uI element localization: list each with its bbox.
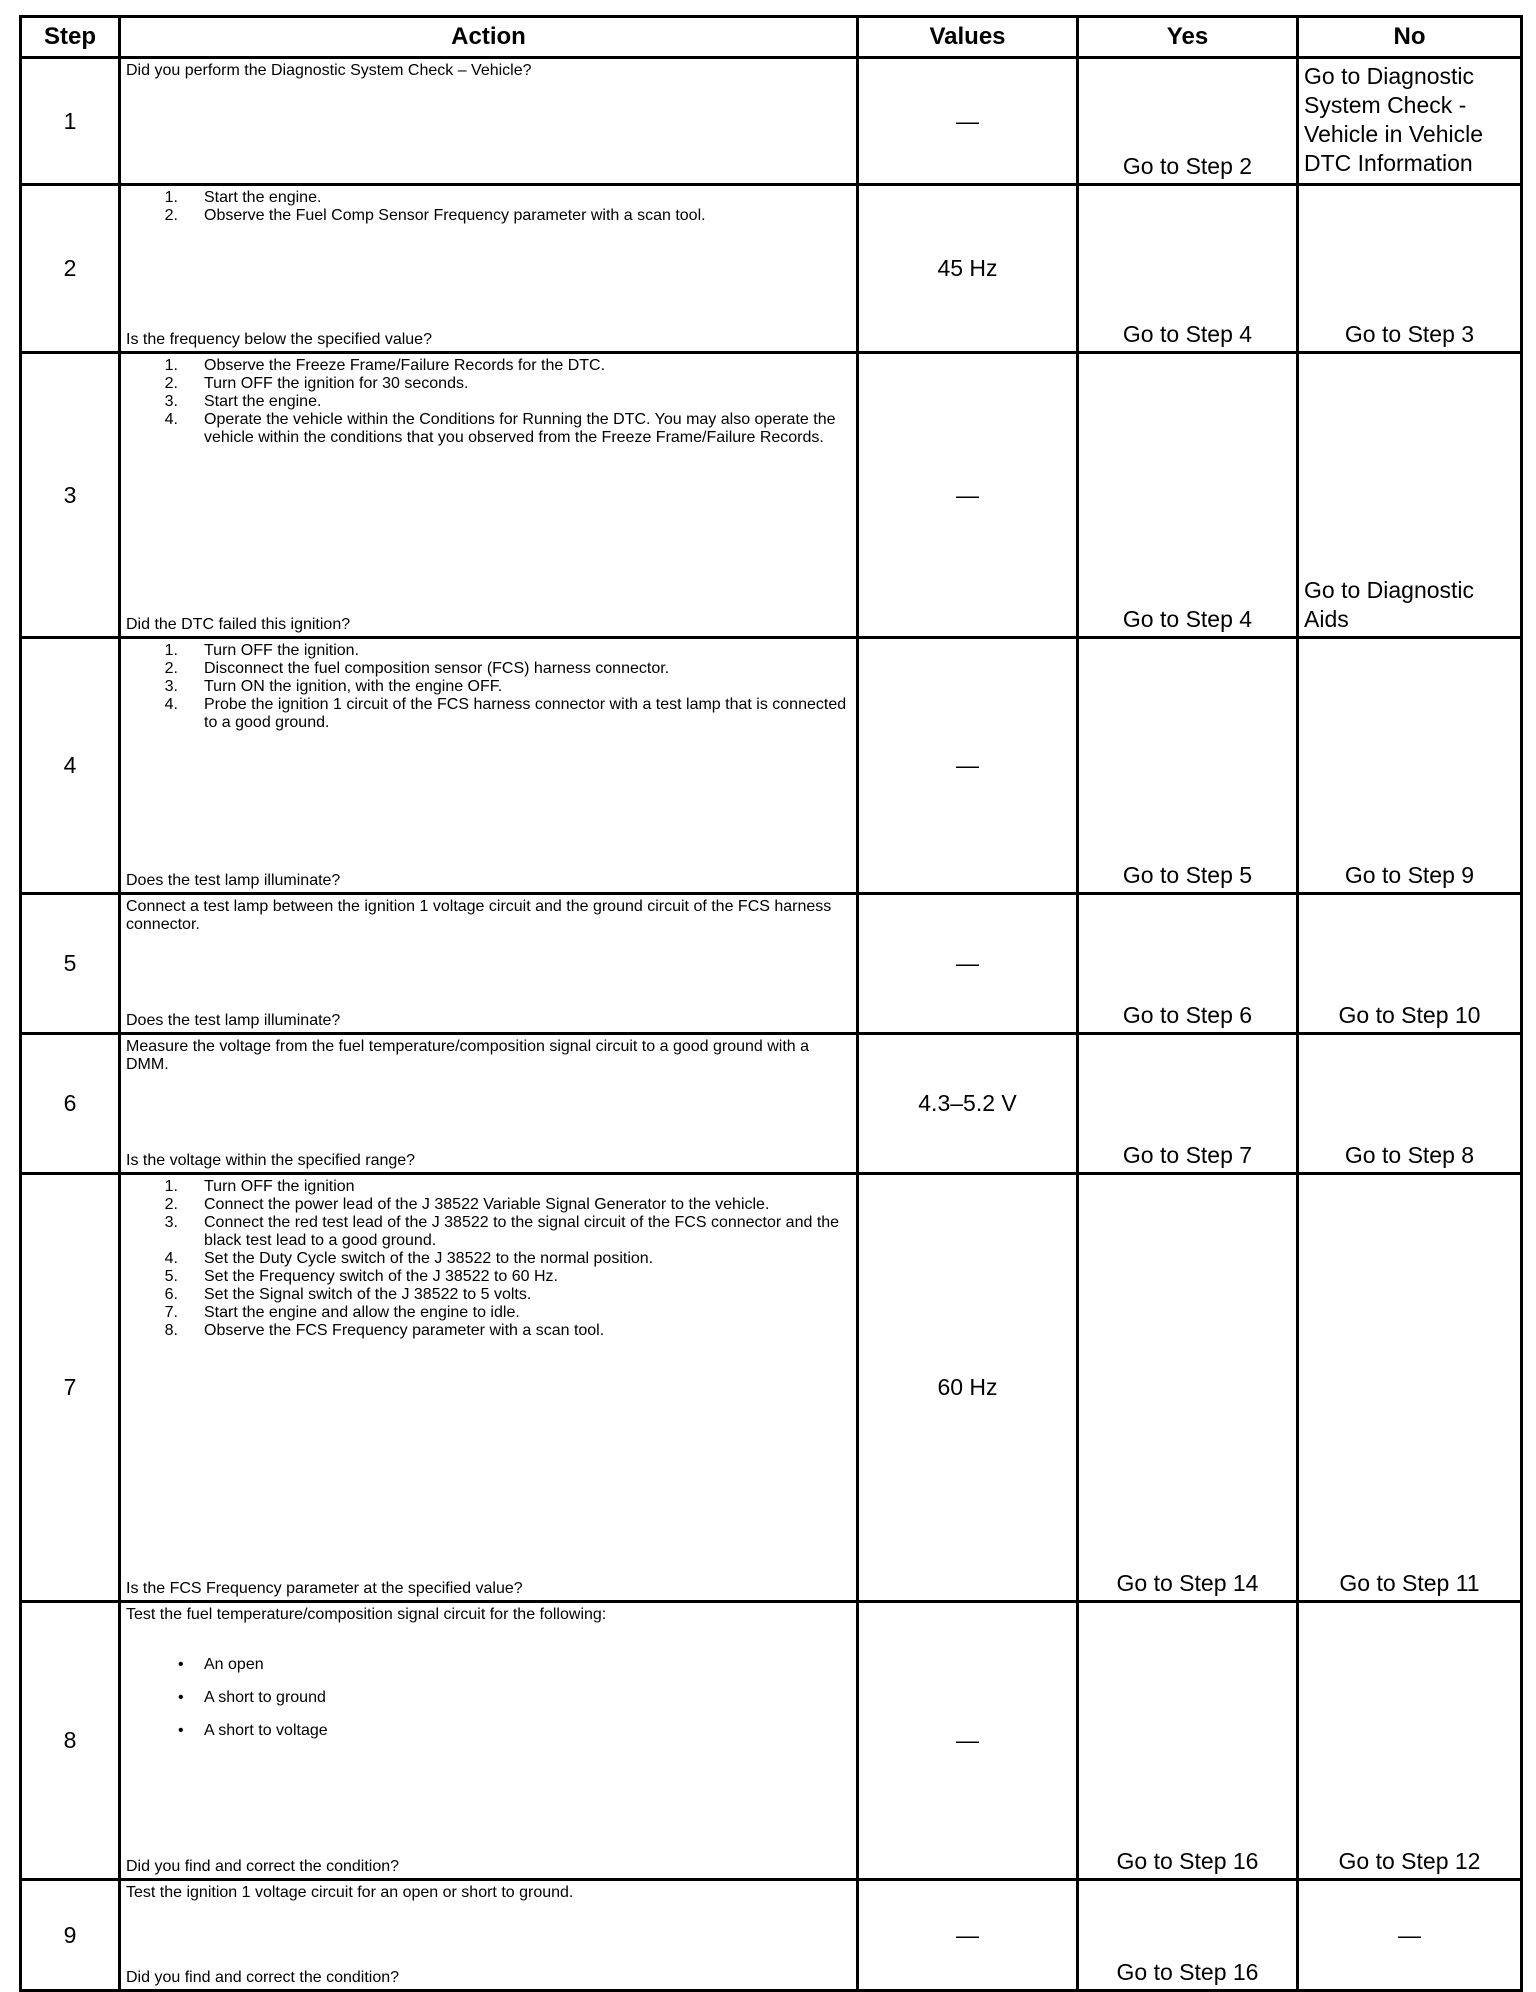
step-text: Turn OFF the ignition. [204,642,360,659]
step-index: 5. [164,1268,178,1285]
step-text: Turn OFF the ignition [204,1178,355,1195]
yes-link[interactable]: Go to Step 7 [1122,1142,1253,1169]
step-text: Connect the red test lead of the J 38522 to the signal circuit of the FCS connector and the black test lead to a good ground. [204,1214,840,1249]
yes-cell [1078,353,1298,638]
table-row [21,1602,1522,1880]
action-cell [120,353,858,638]
step-index: 4. [164,411,178,428]
list-item [126,1214,852,1250]
step-number: 6 [21,1034,120,1174]
spec-value: 45 Hz [858,185,1078,353]
step-index: 7. [164,1304,178,1321]
no-link[interactable]: Go to Step 8 [1344,1142,1475,1169]
yes-link[interactable]: Go to Step 4 [1122,606,1253,633]
step-text: Observe the FCS Frequency parameter with a scan tool. [204,1322,605,1339]
spec-value: — [858,894,1078,1034]
yes-link[interactable]: Go to Step 16 [1116,1848,1259,1875]
action-instruction: Did you perform the Diagnostic System Check – Vehicle? [126,62,532,79]
no-cell [1298,1880,1522,1991]
step-text: Disconnect the fuel composition sensor (FCS) harness connector. [204,660,670,677]
yes-link[interactable]: Go to Step 16 [1116,1959,1259,1986]
no-link[interactable]: Go to Step 9 [1344,862,1475,889]
list-item [126,1322,852,1340]
step-number: 3 [21,353,120,638]
step-index: 6. [164,1286,178,1303]
list-item [126,642,852,660]
list-item [126,1304,852,1322]
list-item [126,660,852,678]
step-index: 1. [164,642,178,659]
action-question: Is the FCS Frequency parameter at the specified value? [126,1580,523,1597]
action-question: Did the DTC failed this ignition? [126,616,351,633]
step-index: 1. [164,357,178,374]
spec-value: — [858,1602,1078,1880]
action-cell [120,1602,858,1880]
step-text: Start the engine. [204,189,322,206]
diagnostic-table [19,15,1523,1992]
spec-value: 4.3–5.2 V [858,1034,1078,1174]
step-number: 8 [21,1602,120,1880]
action-cell [120,894,858,1034]
table-row [21,1880,1522,1991]
yes-link[interactable]: Go to Step 4 [1122,321,1253,348]
step-index: 3. [164,678,178,695]
action-question: Is the frequency below the specified value? [126,331,432,348]
yes-cell [1078,1602,1298,1880]
step-text: Observe the Fuel Comp Sensor Frequency parameter with a scan tool. [204,207,706,224]
table-row [21,638,1522,894]
list-item [126,678,852,696]
action-question: Did you find and correct the condition? [126,1969,400,1986]
table-row [21,1174,1522,1602]
yes-link[interactable]: Go to Step 5 [1122,862,1253,889]
action-cell [120,58,858,185]
step-text: Operate the vehicle within the Conditions for Running the DTC. You may also operate the vehicle within the conditions that you observed from the Freeze Frame/Failure Records. [204,411,836,446]
step-index: 1. [164,189,178,206]
numbered-steps [126,642,852,732]
step-number: 5 [21,894,120,1034]
no-link: — [1398,1921,1421,1948]
step-index: 3. [164,1214,178,1231]
step-index: 2. [164,660,178,677]
no-link[interactable]: Go to Step 10 [1338,1002,1481,1029]
action-cell [120,1880,858,1991]
no-cell [1298,1034,1522,1174]
header-no: No [1298,17,1522,58]
action-cell [120,638,858,894]
list-item [126,696,852,732]
yes-cell [1078,1174,1298,1602]
yes-cell [1078,185,1298,353]
step-text: Set the Signal switch of the J 38522 to 5 volts. [204,1286,532,1303]
no-link[interactable]: Go to Step 11 [1339,1570,1480,1597]
action-question: Did you find and correct the condition? [126,1858,400,1875]
bullet-icon: • [178,1689,184,1706]
action-instruction: Measure the voltage from the fuel temperature/composition signal circuit to a good ground with a DMM. [126,1038,810,1073]
list-item [126,1196,852,1214]
list-item [126,207,852,225]
step-index: 2. [164,207,178,224]
header-row [21,17,1522,58]
yes-cell [1078,1034,1298,1174]
list-item [126,1648,852,1681]
step-number: 4 [21,638,120,894]
step-index: 4. [164,696,178,713]
list-item [126,1250,852,1268]
yes-cell [1078,638,1298,894]
list-item [126,393,852,411]
step-text: Start the engine. [204,393,322,410]
bullet-text: A short to ground [204,1689,326,1706]
list-item [126,189,852,207]
spec-value: — [858,638,1078,894]
no-cell [1298,894,1522,1034]
action-instruction: Test the fuel temperature/composition signal circuit for the following: [126,1606,607,1623]
step-text: Turn OFF the ignition for 30 seconds. [204,375,469,392]
step-text: Probe the ignition 1 circuit of the FCS harness connector with a test lamp that is connected to a good ground. [204,696,847,731]
list-item [126,375,852,393]
table-row [21,353,1522,638]
no-link[interactable]: Go to Step 12 [1338,1848,1481,1875]
yes-cell [1078,894,1298,1034]
header-action: Action [120,17,858,58]
step-index: 3. [164,393,178,410]
action-question: Is the voltage within the specified range? [126,1152,416,1169]
no-cell [1298,1174,1522,1602]
list-item [126,357,852,375]
bullet-list [126,1648,852,1747]
header-values: Values [858,17,1078,58]
action-cell [120,185,858,353]
numbered-steps [126,357,852,447]
no-cell [1298,353,1522,638]
bullet-text: An open [204,1656,264,1673]
step-index: 1. [164,1178,178,1195]
step-text: Set the Duty Cycle switch of the J 38522 to the normal position. [204,1250,654,1267]
action-instruction: Connect a test lamp between the ignition 1 voltage circuit and the ground circuit of the FCS harness connector. [126,898,832,933]
action-cell [120,1174,858,1602]
step-number: 2 [21,185,120,353]
no-link[interactable]: Go to Step 3 [1344,321,1475,348]
bullet-icon: • [178,1722,184,1739]
spec-value: — [858,58,1078,185]
yes-link[interactable]: Go to Step 14 [1116,1570,1259,1597]
yes-link[interactable]: Go to Step 2 [1122,153,1253,180]
step-text: Set the Frequency switch of the J 38522 to 60 Hz. [204,1268,558,1285]
spec-value: — [858,353,1078,638]
yes-cell [1078,58,1298,185]
bullet-text: A short to voltage [204,1722,328,1739]
action-instruction: Test the ignition 1 voltage circuit for an open or short to ground. [126,1884,574,1901]
step-index: 4. [164,1250,178,1267]
list-item [126,411,852,447]
action-cell [120,1034,858,1174]
step-text: Connect the power lead of the J 38522 Variable Signal Generator to the vehicle. [204,1196,770,1213]
step-index: 8. [164,1322,178,1339]
list-item [126,1178,852,1196]
step-number: 1 [21,58,120,185]
no-link[interactable]: Go to Diagnostic System Check - Vehicle in Vehicle DTC Information [1304,63,1484,176]
step-index: 2. [164,1196,178,1213]
table-row [21,1034,1522,1174]
no-link[interactable]: Go to Diagnostic Aids [1304,577,1475,633]
list-item [126,1268,852,1286]
table-row [21,894,1522,1034]
header-step: Step [21,17,120,58]
action-question: Does the test lamp illuminate? [126,1012,341,1029]
list-item [126,1681,852,1714]
spec-value: 60 Hz [858,1174,1078,1602]
list-item [126,1714,852,1747]
step-text: Turn ON the ignition, with the engine OFF. [204,678,503,695]
step-number: 7 [21,1174,120,1602]
step-text: Start the engine and allow the engine to idle. [204,1304,520,1321]
spec-value: — [858,1880,1078,1991]
no-cell [1298,638,1522,894]
header-yes: Yes [1078,17,1298,58]
no-cell [1298,58,1522,185]
no-cell [1298,1602,1522,1880]
no-cell [1298,185,1522,353]
action-question: Does the test lamp illuminate? [126,872,341,889]
numbered-steps [126,1178,852,1340]
yes-link[interactable]: Go to Step 6 [1122,1002,1253,1029]
step-text: Observe the Freeze Frame/Failure Records for the DTC. [204,357,606,374]
step-number: 9 [21,1880,120,1991]
table-row [21,58,1522,185]
yes-cell [1078,1880,1298,1991]
table-row [21,185,1522,353]
list-item [126,1286,852,1304]
numbered-steps [126,189,852,225]
step-index: 2. [164,375,178,392]
bullet-icon: • [178,1656,184,1673]
